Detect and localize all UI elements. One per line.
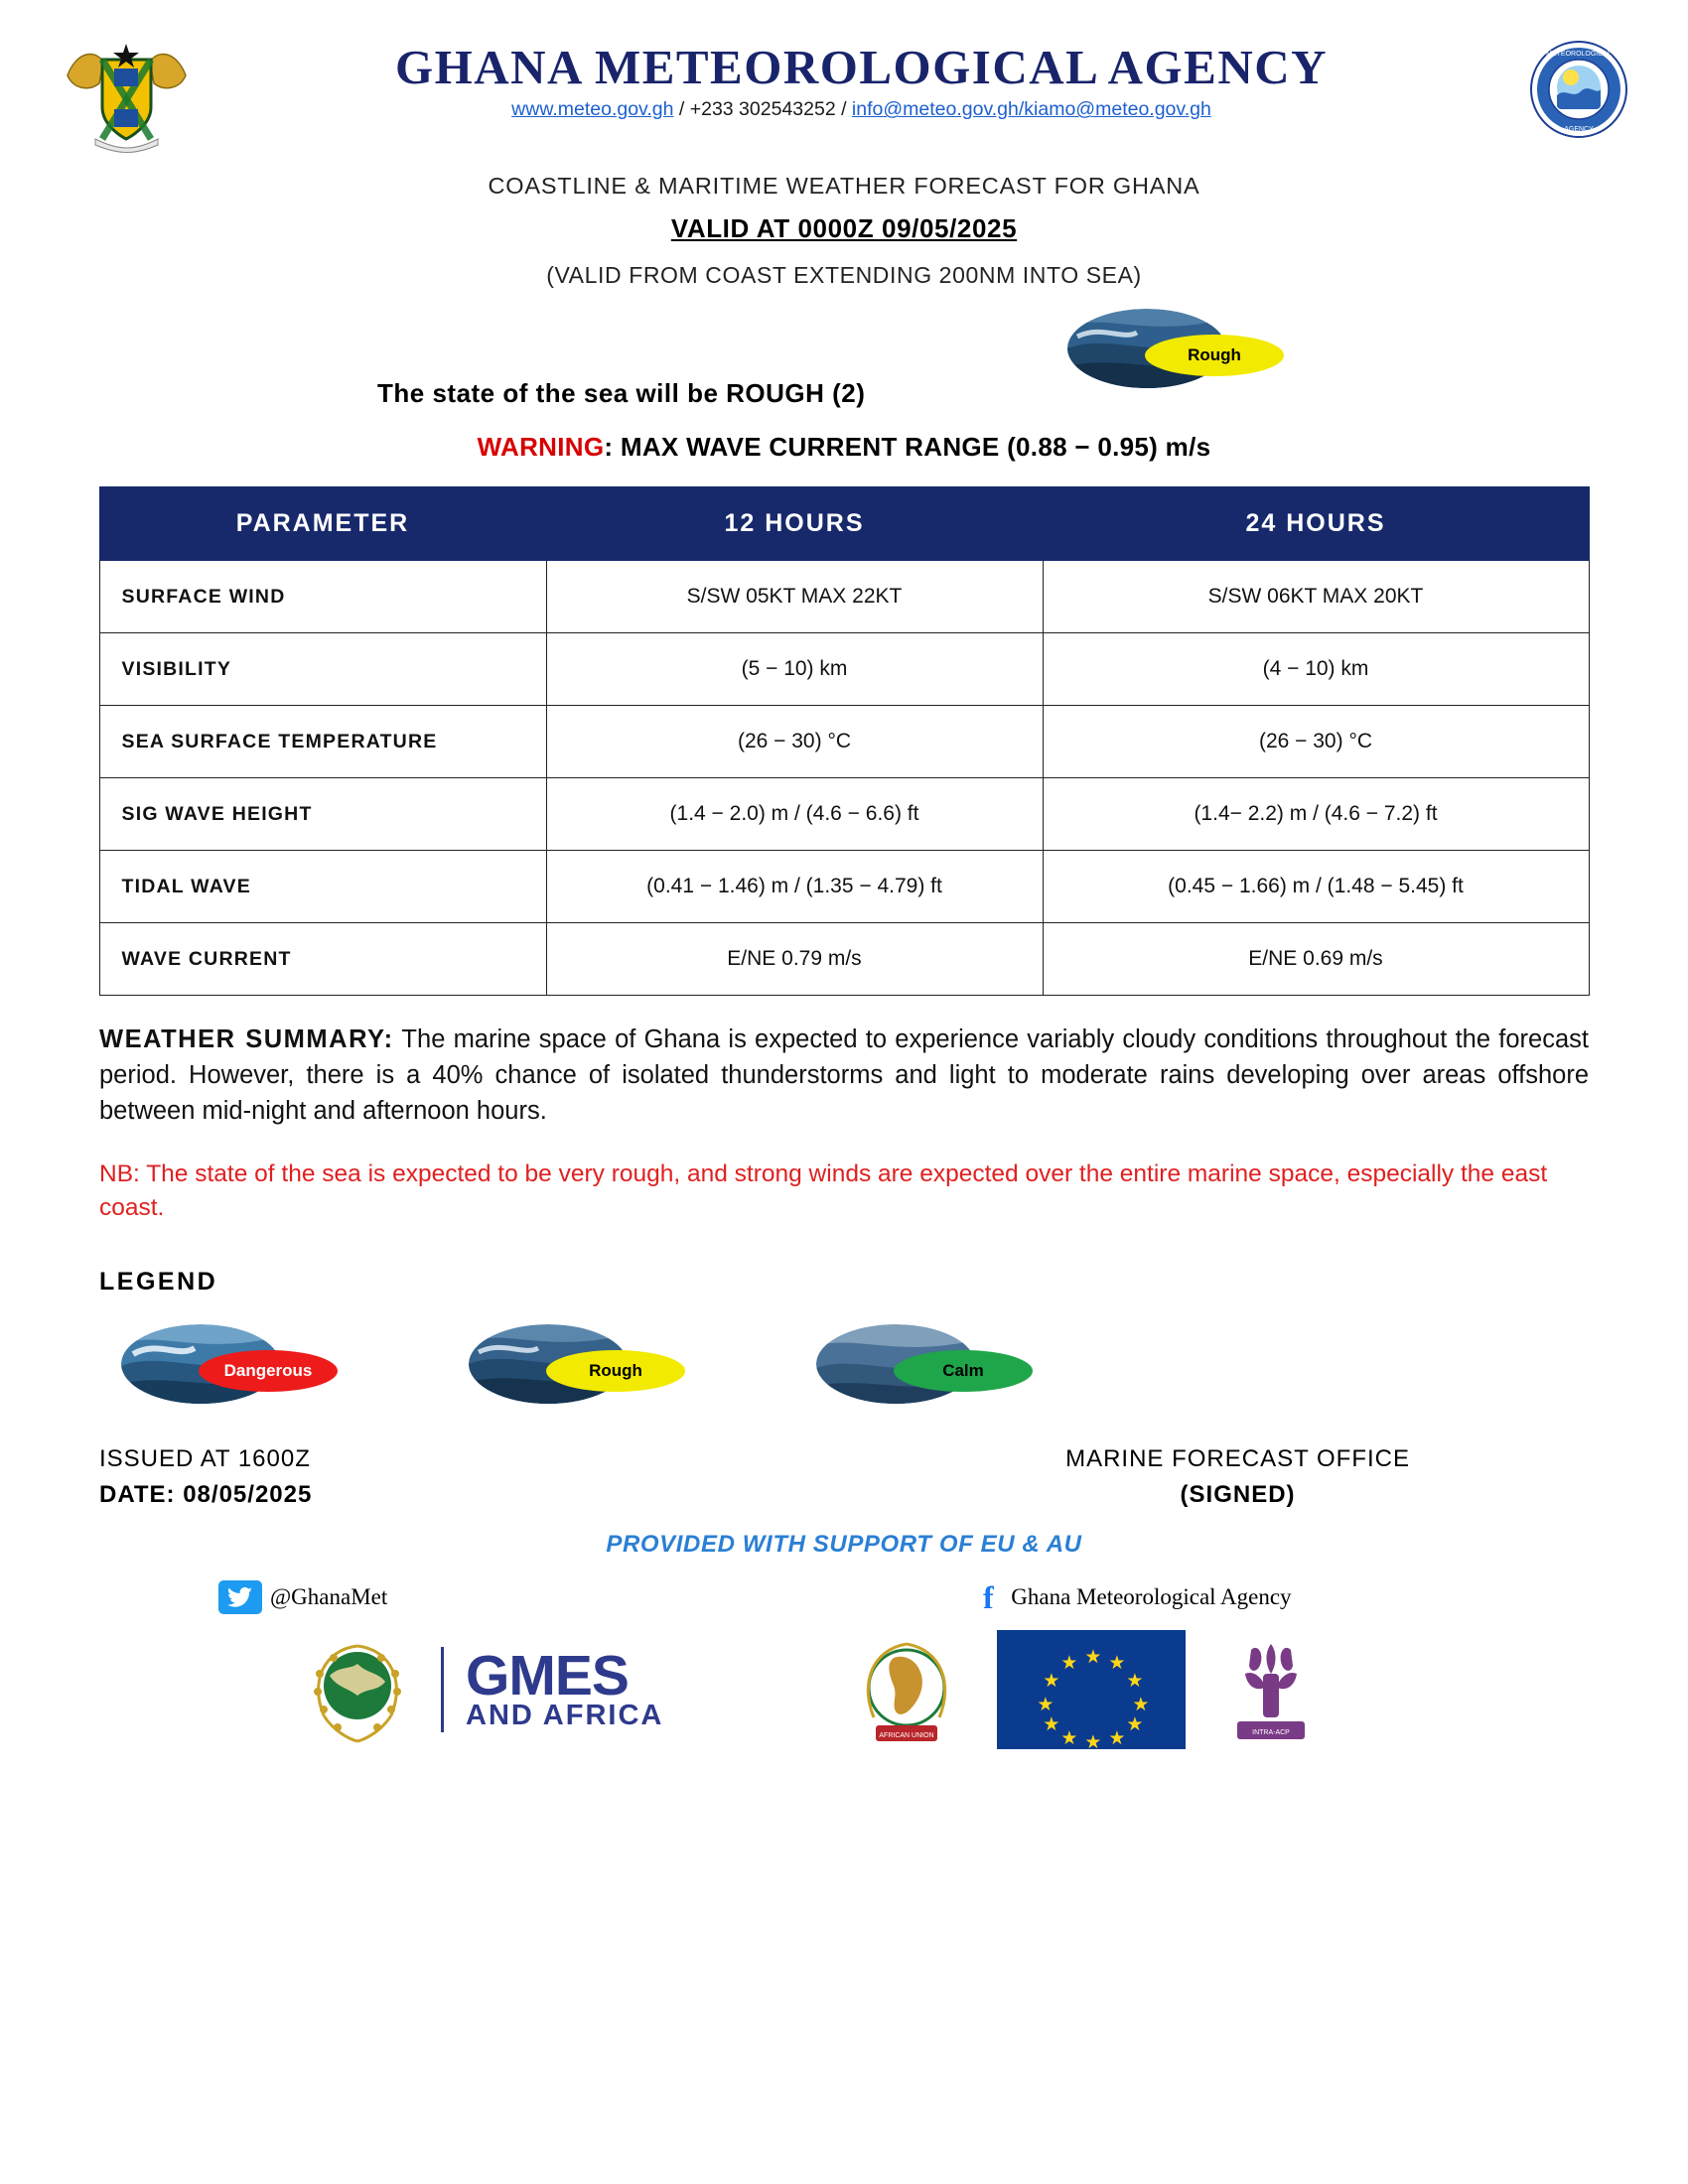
forecast-table — [99, 486, 1590, 996]
gmes-logo — [298, 1630, 663, 1749]
table-header-row — [99, 487, 1589, 561]
donor-logos — [842, 1630, 1331, 1754]
row-label: TIDAL WAVE — [99, 851, 546, 923]
row-24h-value: (26 − 30) °C — [1043, 706, 1589, 778]
row-24h-value: (0.45 − 1.66) m / (1.48 − 5.45) ft — [1043, 851, 1589, 923]
eu-flag-icon: ★ ★ ★ ★ ★ ★ ★ ★ ★ ★ ★ ★ — [997, 1630, 1186, 1749]
svg-text:AGENCY: AGENCY — [1564, 126, 1594, 133]
validity-range: (VALID FROM COAST EXTENDING 200NM INTO SEA) — [546, 262, 1142, 288]
support-line: PROVIDED WITH SUPPORT OF EU & AU — [606, 1531, 1082, 1559]
legend-item-dangerous — [121, 1324, 345, 1406]
gmes-wordmark — [466, 1644, 664, 1732]
gmes-sub-text: AND AFRICA — [466, 1700, 664, 1732]
issued-at: ISSUED AT 1600Z — [99, 1445, 311, 1473]
twitter-handle-item[interactable] — [218, 1580, 387, 1614]
facebook-page-label: Ghana Meteorological Agency — [1011, 1584, 1292, 1610]
issue-info — [99, 1445, 312, 1517]
table-header-parameter: PARAMETER — [99, 487, 546, 561]
table-row — [99, 561, 1589, 633]
document-subtitle: COASTLINE & MARITIME WEATHER FORECAST FOR GHANA — [488, 173, 1200, 199]
document-header — [0, 0, 1688, 153]
african-union-logo-icon — [842, 1630, 971, 1749]
table-header-12hours: 12 HOURS — [546, 487, 1043, 561]
warning-detail: : MAX WAVE CURRENT RANGE (0.88 − 0.95) m/s — [604, 432, 1211, 462]
sea-state-text: The state of the sea will be ROUGH (2) — [377, 378, 866, 408]
svg-text:INTRA-ACP: INTRA-ACP — [1252, 1729, 1291, 1737]
svg-text:AFRICAN UNION: AFRICAN UNION — [879, 1732, 934, 1740]
row-24h-value: (4 − 10) km — [1043, 633, 1589, 706]
weather-summary — [99, 1022, 1589, 1130]
header-titles — [194, 36, 1529, 122]
sea-state-row — [0, 309, 1688, 428]
row-12h-value: (5 − 10) km — [546, 633, 1043, 706]
legend-row — [99, 1324, 1589, 1406]
gmes-wreath-icon — [298, 1630, 417, 1749]
logo-divider — [441, 1647, 444, 1732]
row-label: WAVE CURRENT — [99, 923, 546, 996]
gmes-main-text: GMES — [466, 1644, 629, 1708]
row-label: SEA SURFACE TEMPERATURE — [99, 706, 546, 778]
issue-date: DATE: 08/05/2025 — [99, 1481, 313, 1509]
twitter-icon — [218, 1580, 262, 1614]
row-12h-value: (0.41 − 1.46) m / (1.35 − 4.79) ft — [546, 851, 1043, 923]
table-row — [99, 778, 1589, 851]
social-row — [99, 1580, 1589, 1614]
twitter-handle-label: @GhanaMet — [270, 1584, 388, 1610]
warning-word: WARNING — [477, 432, 605, 462]
contact-line — [194, 98, 1529, 121]
signed-label: (SIGNED) — [1180, 1481, 1296, 1509]
row-12h-value: (1.4 − 2.0) m / (4.6 − 6.6) ft — [546, 778, 1043, 851]
sea-state-badge-label: Rough — [1145, 335, 1284, 376]
row-label: SIG WAVE HEIGHT — [99, 778, 546, 851]
facebook-icon: f — [973, 1581, 1003, 1613]
table-row — [99, 633, 1589, 706]
legend-item-rough — [469, 1324, 692, 1406]
sea-state-badge — [1067, 309, 1291, 390]
warning-line — [0, 432, 1688, 463]
row-24h-value: E/NE 0.69 m/s — [1043, 923, 1589, 996]
nb-note: NB: The state of the sea is expected to be very rough, and strong winds are expected over the entire marine space, especially the east coast. — [99, 1160, 1548, 1222]
legend-label-calm: Calm — [894, 1350, 1033, 1392]
weather-summary-text: The marine space of Ghana is expected to experience variably cloudy conditions throughout the forecast period. However, there is a 40% chance of isolated thunderstorms and light to moderate rains developing over areas offshore between mid-night and afternoon hours. — [99, 1025, 1589, 1126]
row-24h-value: (1.4− 2.2) m / (4.6 − 7.2) ft — [1043, 778, 1589, 851]
email-link[interactable]: info@meteo.gov.gh/kiamo@meteo.gov.gh — [851, 98, 1211, 121]
marine-forecast-office: MARINE FORECAST OFFICE — [1065, 1445, 1410, 1473]
website-link[interactable]: www.meteo.gov.gh — [511, 98, 674, 121]
facebook-page-item[interactable] — [973, 1580, 1291, 1614]
row-12h-value: (26 − 30) °C — [546, 706, 1043, 778]
weather-summary-label: WEATHER SUMMARY: — [99, 1025, 394, 1053]
valid-at-heading: VALID AT 0000Z 09/05/2025 — [670, 213, 1018, 243]
row-label: VISIBILITY — [99, 633, 546, 706]
row-label: SURFACE WIND — [99, 561, 546, 633]
table-row — [99, 923, 1589, 996]
legend-label-rough: Rough — [546, 1350, 685, 1392]
legend-title: LEGEND — [99, 1268, 218, 1297]
table-header-24hours: 24 HOURS — [1043, 487, 1589, 561]
issue-row — [99, 1445, 1589, 1517]
intra-acp-programme-logo-icon — [1211, 1630, 1331, 1749]
ghana-coat-of-arms-icon — [60, 36, 194, 153]
legend-item-calm — [816, 1324, 1040, 1406]
phone-text: / +233 302543252 / — [673, 98, 852, 121]
partner-logos-row — [99, 1630, 1589, 1754]
row-12h-value: E/NE 0.79 m/s — [546, 923, 1043, 996]
agency-title: GHANA METEOROLOGICAL AGENCY — [395, 40, 1328, 94]
svg-text:METEOROLOGICAL: METEOROLOGICAL — [1546, 51, 1612, 58]
office-info — [1065, 1445, 1589, 1517]
gmet-logo-icon — [1529, 40, 1628, 139]
row-12h-value: S/SW 05KT MAX 22KT — [546, 561, 1043, 633]
legend-label-dangerous: Dangerous — [199, 1350, 338, 1392]
table-row — [99, 706, 1589, 778]
row-24h-value: S/SW 06KT MAX 20KT — [1043, 561, 1589, 633]
table-row — [99, 851, 1589, 923]
